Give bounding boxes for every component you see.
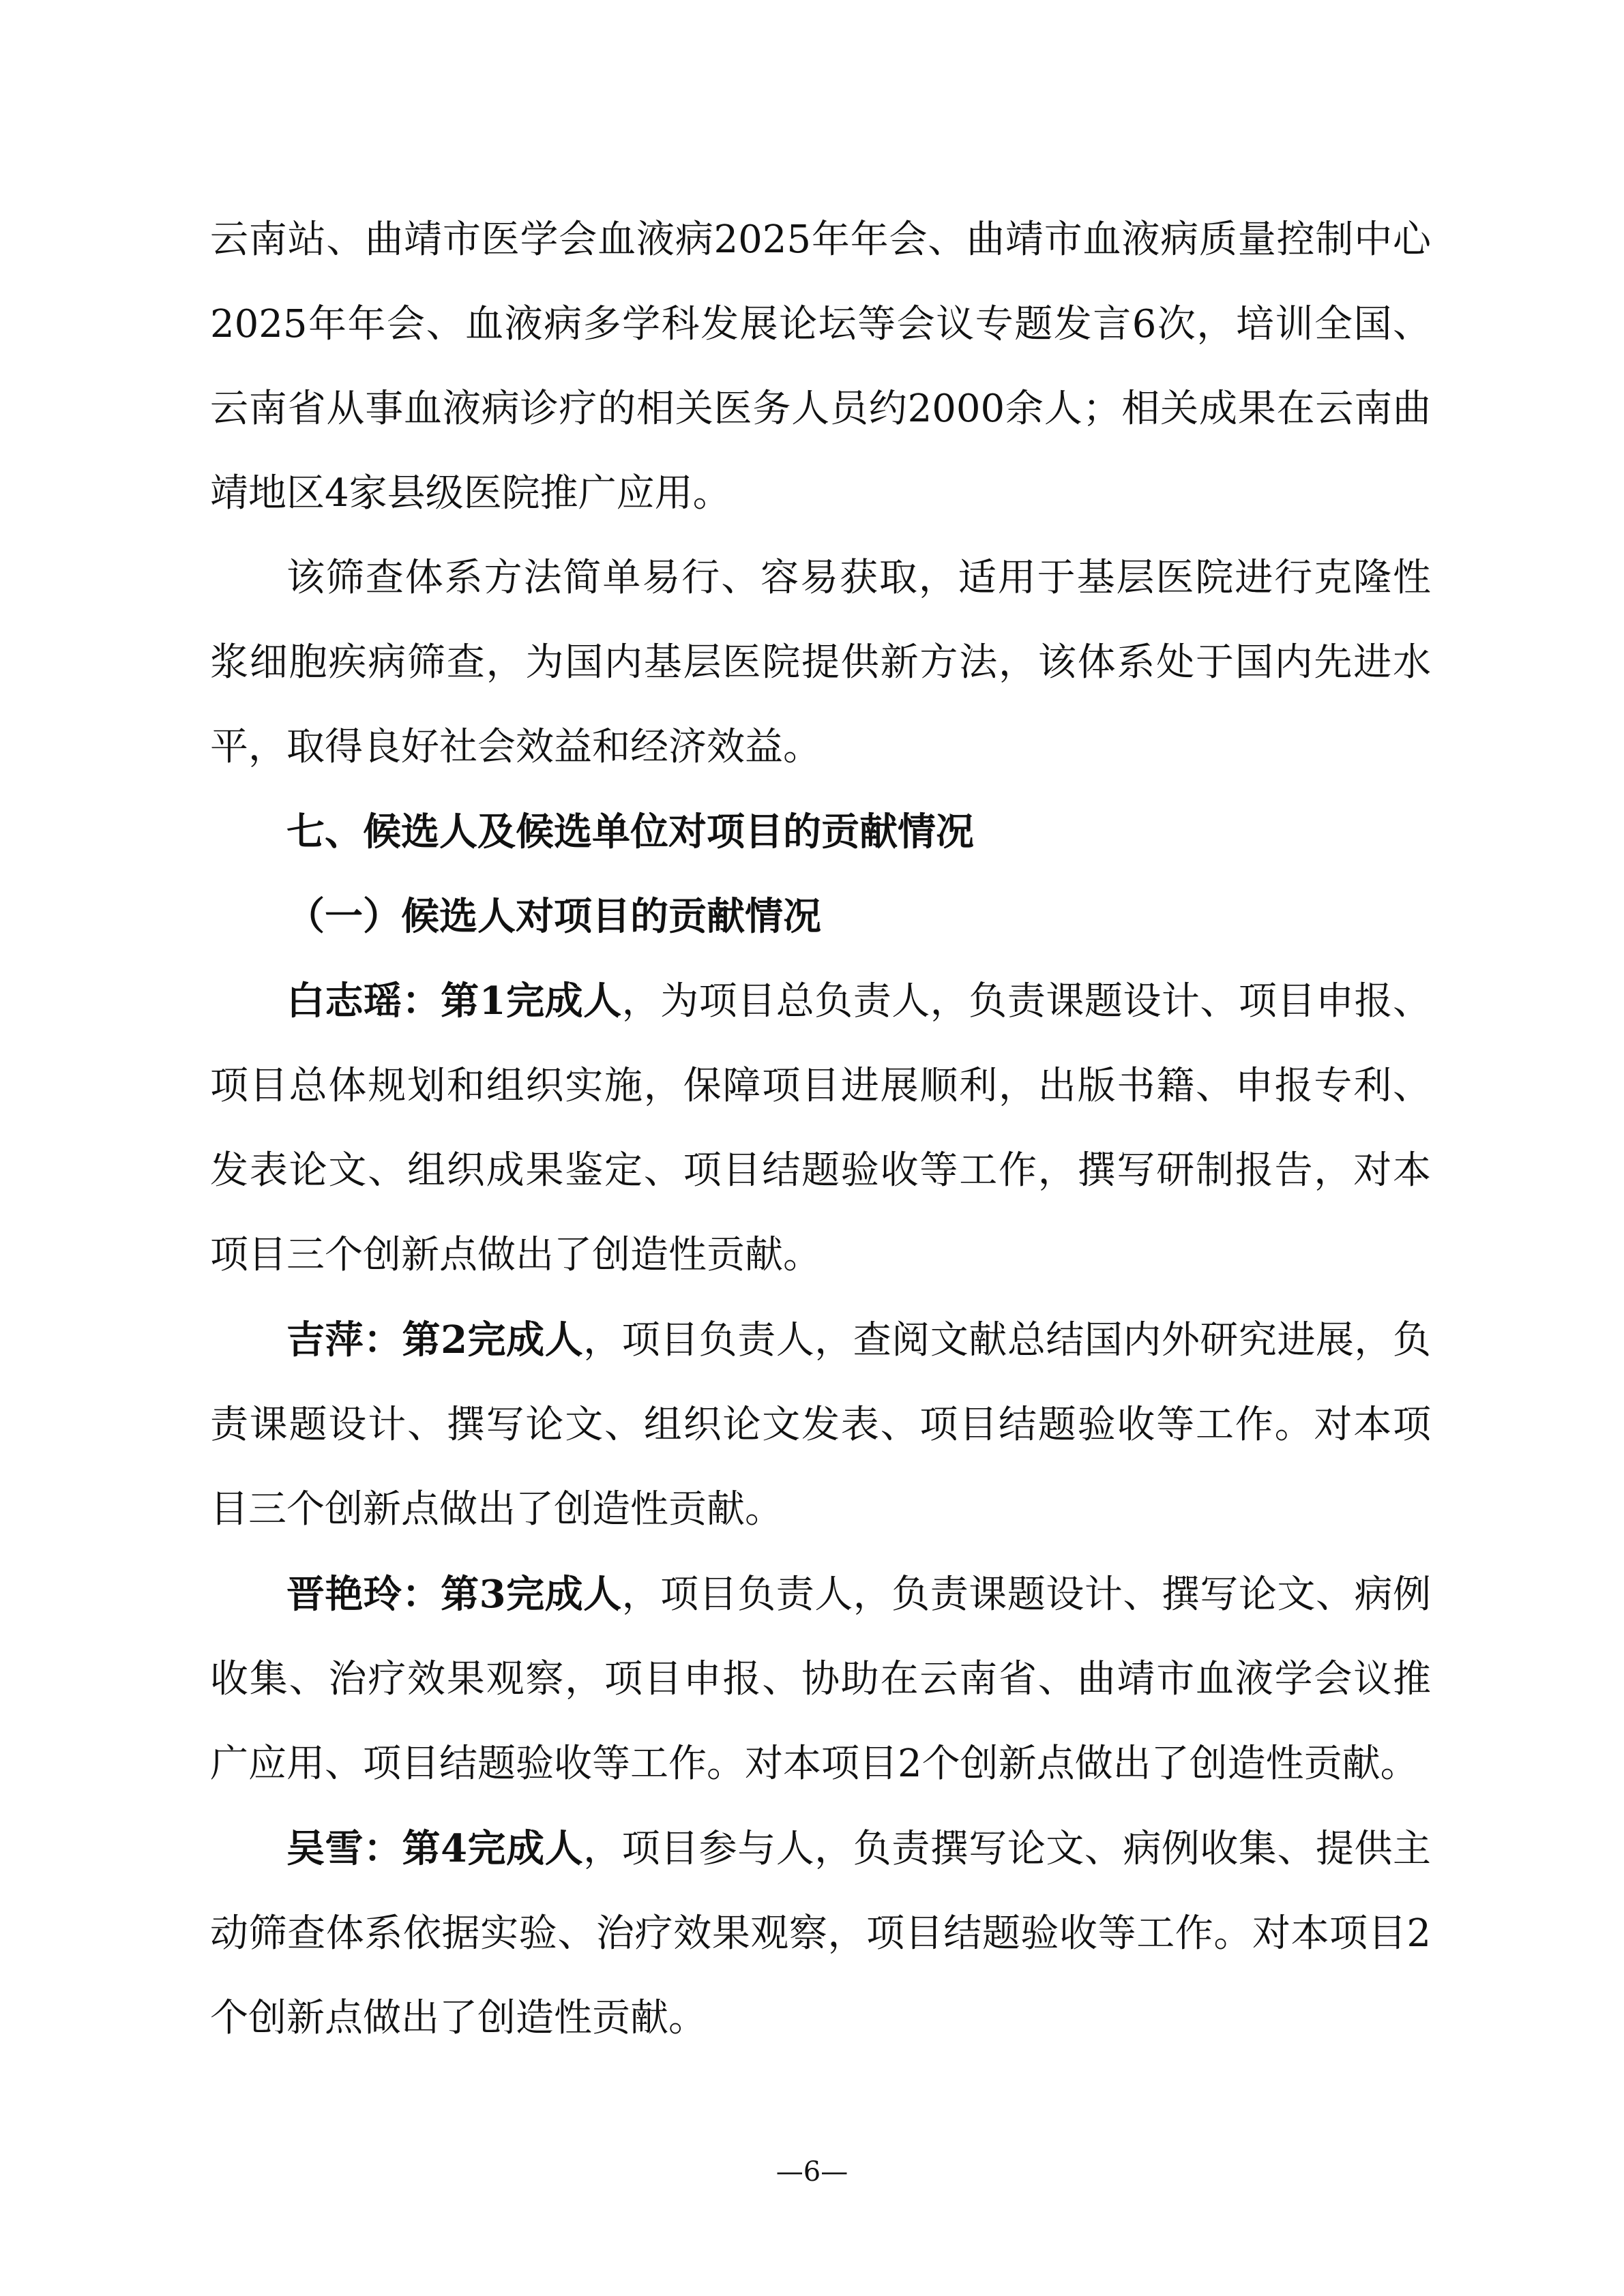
contributor-text-4: ，项目参与人，负责撰写论文、病例收集、提供主动筛查体系依据实验、治疗效果观察，项目结题验收等工作。对本项目2个创新点做出了创造性贡献。 xyxy=(210,1827,1432,2040)
document-body xyxy=(210,198,1431,2061)
contributor-lead-1: 白志瑶：第1完成人 xyxy=(286,979,622,1024)
contributor-lead-4: 吴雪：第4完成人 xyxy=(286,1826,584,1871)
paragraph-screening-system: 该筛查体系方法简单易行、容易获取，适用于基层医院进行克隆性浆细胞疾病筛查，为国内基层医院提供新方法，该体系处于国内先进水平，取得良好社会效益和经济效益。 xyxy=(210,556,1431,769)
contributor-text-1: ，为项目总负责人，负责课题设计、项目申报、项目总体规划和组织实施，保障项目进展顺利，出版书籍、申报专利、发表论文、组织成果鉴定、项目结题验收等工作，撰写研制报告，对本项目三个创新点做出了创造性贡献。 xyxy=(210,979,1432,1277)
contributor-text-2: ，项目负责人，查阅文献总结国内外研究进展，负责课题设计、撰写论文、组织论文发表、项目结题验收等工作。对本项目三个创新点做出了创造性贡献。 xyxy=(210,1318,1432,1532)
contributor-paragraph-2 xyxy=(210,1298,1431,1552)
paragraph-conference-summary: 云南站、曲靖市医学会血液病2025年年会、曲靖市血液病质量控制中心2025年年会、血液病多学科发展论坛等会议专题发言6次，培训全国、云南省从事血液病诊疗的相关医务人员约2000余人；相关成果在云南曲靖地区4家县级医院推广应用。 xyxy=(210,218,1431,516)
page-number: —6— xyxy=(776,2156,848,2188)
contributor-lead-3: 晋艳玲：第3完成人 xyxy=(286,1572,622,1617)
section-heading: 七、候选人及候选单位对项目的贡献情况 xyxy=(286,809,974,854)
contributor-text-3: ，项目负责人，负责课题设计、撰写论文、病例收集、治疗效果观察，项目申报、协助在云南省、曲靖市血液学会议推广应用、项目结题验收等工作。对本项目2个创新点做出了创造性贡献。 xyxy=(210,1572,1432,1786)
contributor-paragraph-4 xyxy=(210,1806,1431,2061)
contributor-paragraph-3 xyxy=(210,1552,1431,1806)
contributor-lead-2: 吉萍：第2完成人 xyxy=(286,1317,584,1362)
contributor-paragraph-1 xyxy=(210,959,1431,1298)
subsection-heading: （一）候选人对项目的贡献情况 xyxy=(286,894,821,939)
